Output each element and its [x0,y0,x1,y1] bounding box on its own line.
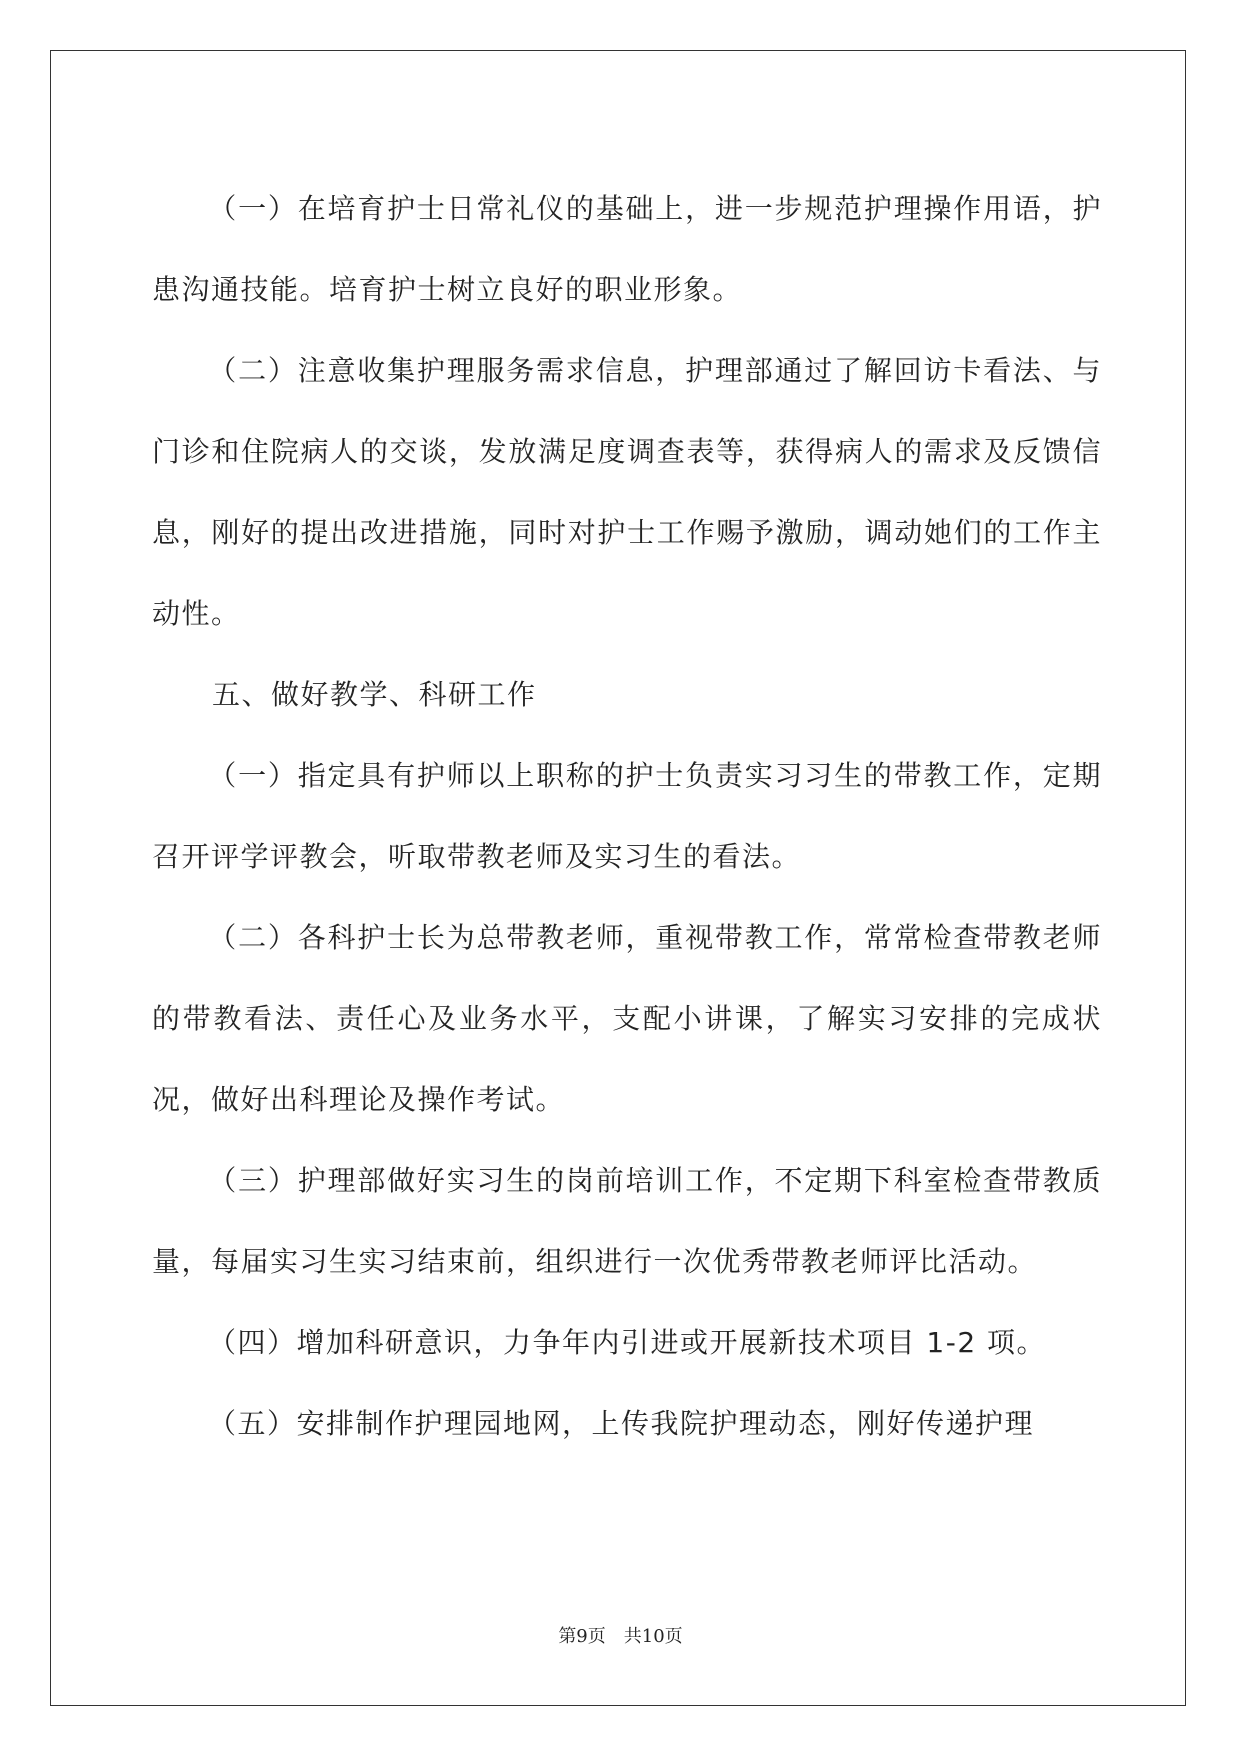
section-heading: 五、做好教学、科研工作 [212,678,537,711]
page-number: 第9页 共10页 [558,1626,683,1647]
paragraph-4: （一）指定具有护师以上职称的护士负责实习习生的带教工作，定期召开评学评教会，听取带教老师及实习生的看法。 [152,759,1102,873]
paragraph-6: （三）护理部做好实习生的岗前培训工作，不定期下科室检查带教质量，每届实习生实习结束前，组织进行一次优秀带教老师评比活动。 [152,1164,1102,1278]
paragraph-5: （二）各科护士长为总带教老师，重视带教工作，常常检查带教老师的带教看法、责任心及业务水平，支配小讲课，了解实习安排的完成状况，做好出科理论及操作考试。 [152,921,1102,1116]
paragraph-2: （二）注意收集护理服务需求信息，护理部通过了解回访卡看法、与门诊和住院病人的交谈，发放满足度调查表等，获得病人的需求及反馈信息，刚好的提出改进措施，同时对护士工作赐予激励，调动她们的工作主动性。 [152,354,1102,630]
paragraph-7: （四）增加科研意识，力争年内引进或开展新技术项目 1-2 项。 [208,1326,1047,1359]
paragraph-1: （一）在培育护士日常礼仪的基础上，进一步规范护理操作用语，护患沟通技能。培育护士树立良好的职业形象。 [152,192,1102,306]
document-body [152,168,1102,1464]
paragraph-8: （五）安排制作护理园地网，上传我院护理动态，刚好传递护理 [208,1407,1035,1440]
